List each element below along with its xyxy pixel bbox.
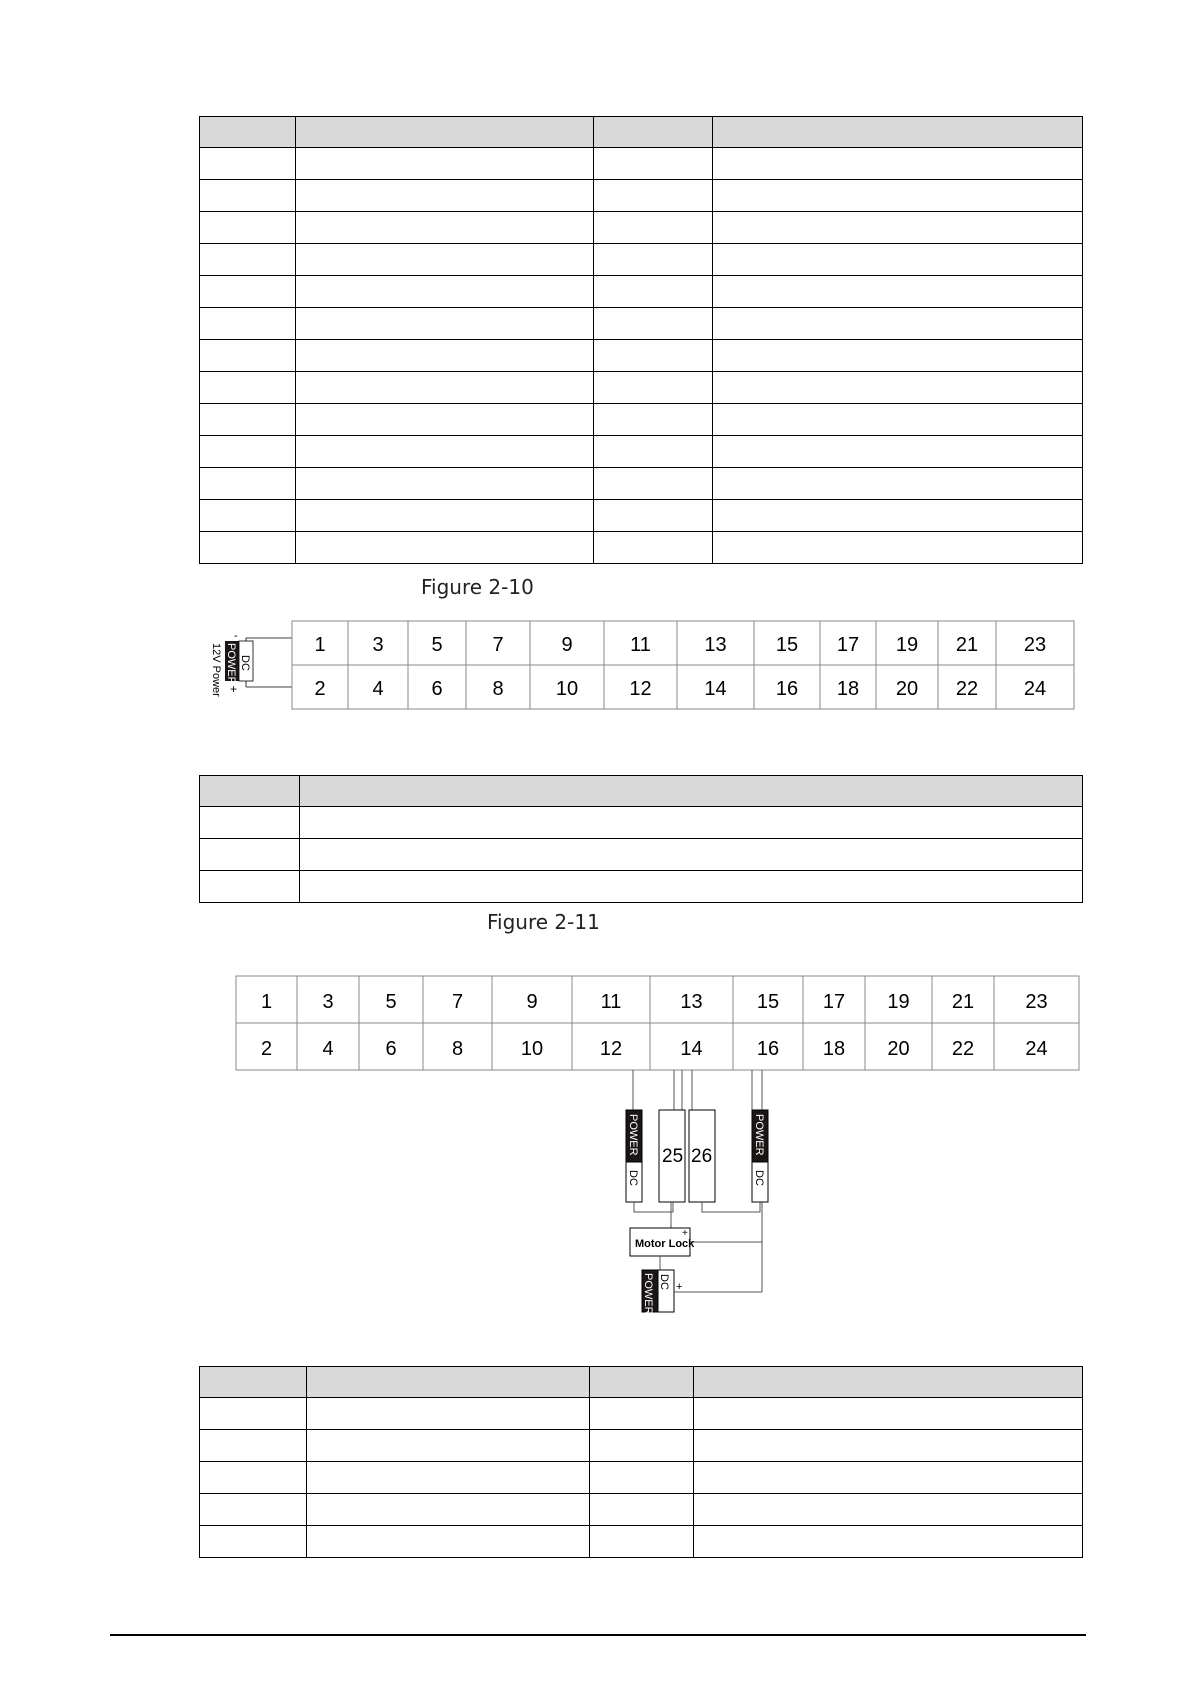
table-cell xyxy=(713,340,1083,372)
table-cell xyxy=(307,1494,590,1526)
terminal-number-bottom: 4 xyxy=(372,677,384,700)
table-cell xyxy=(200,276,296,308)
table-row xyxy=(200,148,1083,180)
terminal-number-bottom: 20 xyxy=(887,1037,910,1060)
footer-rule xyxy=(110,1634,1086,1636)
table-cell xyxy=(713,372,1083,404)
table-cell xyxy=(200,1398,307,1430)
terminal-number-top: 19 xyxy=(895,633,919,656)
table-cell xyxy=(200,532,296,564)
table-cell xyxy=(296,468,594,500)
table-cell xyxy=(590,1494,694,1526)
table-cell xyxy=(307,1462,590,1494)
table-row xyxy=(200,1430,1083,1462)
terminal-number-bottom: 6 xyxy=(385,1037,397,1060)
table-cell xyxy=(296,244,594,276)
table-1 xyxy=(199,116,1083,564)
table-cell xyxy=(200,1526,307,1558)
table-cell xyxy=(594,436,713,468)
terminal-number-bottom: 18 xyxy=(836,677,860,700)
table-cell xyxy=(200,404,296,436)
table-cell xyxy=(296,180,594,212)
table-cell xyxy=(713,276,1083,308)
table-cell xyxy=(713,148,1083,180)
table-cell xyxy=(594,532,713,564)
table-row xyxy=(200,308,1083,340)
terminal-number-bottom: 4 xyxy=(322,1037,334,1060)
terminal-number-top: 1 xyxy=(260,990,273,1013)
terminal-number-top: 21 xyxy=(951,990,975,1013)
dc-word: DC xyxy=(239,655,251,671)
terminal-grid-2-10 xyxy=(292,621,1074,709)
table-cell xyxy=(200,180,296,212)
table-cell xyxy=(594,404,713,436)
table-cell xyxy=(307,1526,590,1558)
terminal-number-top: 1 xyxy=(314,633,326,656)
table-cell xyxy=(296,276,594,308)
terminal-number-top: 15 xyxy=(756,990,780,1013)
table-cell xyxy=(594,180,713,212)
table-cell xyxy=(713,244,1083,276)
power-12v-block xyxy=(210,630,292,697)
power-12v-label: 12V Power xyxy=(210,643,222,697)
table-cell xyxy=(296,212,594,244)
terminal-number-top: 15 xyxy=(775,633,799,656)
table-cell xyxy=(200,372,296,404)
terminal-number-top: 3 xyxy=(372,633,384,656)
table-cell xyxy=(594,500,713,532)
terminal-number-bottom: 12 xyxy=(599,1037,623,1060)
table-cell xyxy=(713,500,1083,532)
table-cell xyxy=(594,148,713,180)
table-cell xyxy=(590,1398,694,1430)
table-row xyxy=(200,276,1083,308)
terminal-number-top: 17 xyxy=(836,633,860,656)
table-cell xyxy=(713,180,1083,212)
power-text-right: POWER xyxy=(753,1114,765,1156)
terminal-number-bottom: 16 xyxy=(775,677,799,700)
table-row xyxy=(200,244,1083,276)
table-cell xyxy=(300,871,1083,903)
terminal-number-bottom: 18 xyxy=(822,1037,846,1060)
table-header-row xyxy=(200,1367,1083,1398)
terminal-number-bottom: 24 xyxy=(1023,677,1047,700)
terminal-number-bottom: 24 xyxy=(1025,1037,1048,1060)
terminal-number-bottom: 10 xyxy=(555,677,579,700)
table-cell xyxy=(713,308,1083,340)
table-cell xyxy=(594,244,713,276)
terminal-number-bottom: 14 xyxy=(680,1037,703,1060)
table-cell xyxy=(713,532,1083,564)
figure-caption-2-11: Figure 2-11 xyxy=(487,910,600,934)
table-cell xyxy=(594,468,713,500)
terminal-number-top: 11 xyxy=(600,990,622,1013)
table-cell xyxy=(590,1526,694,1558)
terminal-number-top: 9 xyxy=(561,633,573,656)
terminal-number-top: 13 xyxy=(680,990,703,1013)
terminal-number-top: 17 xyxy=(822,990,846,1013)
table-row xyxy=(200,532,1083,564)
table-cell xyxy=(307,1430,590,1462)
table-row xyxy=(200,212,1083,244)
table-cell xyxy=(307,1398,590,1430)
reader-25-label: 25 xyxy=(662,1146,684,1167)
table-cell xyxy=(296,500,594,532)
table-cell xyxy=(296,532,594,564)
table-cell xyxy=(200,1462,307,1494)
table-header-row xyxy=(200,117,1083,148)
table-cell xyxy=(713,436,1083,468)
terminal-number-top: 5 xyxy=(385,990,397,1013)
terminal-grid-2-11 xyxy=(236,976,1079,1070)
table-row xyxy=(200,871,1083,903)
table-cell xyxy=(200,212,296,244)
table-row xyxy=(200,839,1083,871)
table-cell xyxy=(200,1494,307,1526)
terminal-number-bottom: 2 xyxy=(314,677,326,700)
terminal-number-bottom: 14 xyxy=(704,677,727,700)
table-cell xyxy=(300,807,1083,839)
terminal-number-top: 21 xyxy=(955,633,979,656)
table-row xyxy=(200,1462,1083,1494)
dc-text-right: DC xyxy=(753,1170,765,1186)
table-cell xyxy=(296,308,594,340)
dc-bottom-text: DC xyxy=(658,1274,670,1290)
terminal-number-top: 19 xyxy=(887,990,910,1013)
table-cell xyxy=(594,276,713,308)
table-cell xyxy=(594,340,713,372)
table-cell xyxy=(694,1494,1083,1526)
table-cell xyxy=(300,839,1083,871)
table-cell xyxy=(296,340,594,372)
terminal-number-bottom: 20 xyxy=(895,677,919,700)
table-cell xyxy=(590,1462,694,1494)
table-cell xyxy=(694,1526,1083,1558)
table-cell xyxy=(694,1398,1083,1430)
table-cell xyxy=(200,148,296,180)
power-bottom-text: POWER xyxy=(642,1273,654,1315)
motor-lock-label: Motor Lock xyxy=(635,1238,695,1250)
table-cell xyxy=(200,340,296,372)
table-header-row xyxy=(200,776,1083,807)
terminal-number-bottom: 2 xyxy=(260,1037,273,1060)
table-cell xyxy=(296,436,594,468)
table-cell xyxy=(594,212,713,244)
table-cell xyxy=(694,1462,1083,1494)
terminal-number-bottom: 8 xyxy=(451,1037,464,1060)
table-row xyxy=(200,404,1083,436)
terminal-number-bottom: 10 xyxy=(520,1037,544,1060)
table-cell xyxy=(296,372,594,404)
terminal-number-bottom: 8 xyxy=(492,677,504,700)
terminal-number-top: 13 xyxy=(704,633,727,656)
terminal-number-bottom: 22 xyxy=(955,677,979,700)
table-cell xyxy=(713,212,1083,244)
terminal-diagram-2-10 xyxy=(200,615,1080,717)
terminal-number-bottom: 6 xyxy=(431,677,443,700)
table-cell xyxy=(590,1430,694,1462)
table-cell xyxy=(200,468,296,500)
table-row xyxy=(200,340,1083,372)
power-plus: + xyxy=(230,682,238,696)
terminal-number-top: 11 xyxy=(630,633,651,656)
power-text-left: POWER xyxy=(627,1114,639,1156)
dc-text-left: DC xyxy=(627,1170,639,1186)
terminal-number-bottom: 16 xyxy=(756,1037,780,1060)
table-row xyxy=(200,1494,1083,1526)
reader-26-label: 26 xyxy=(691,1146,713,1167)
table-cell xyxy=(200,839,300,871)
terminal-number-top: 7 xyxy=(492,633,504,656)
table-cell xyxy=(694,1430,1083,1462)
motor-lock-plus: + xyxy=(682,1228,688,1239)
table-cell xyxy=(200,436,296,468)
power-minus: - xyxy=(234,630,238,642)
table-row xyxy=(200,436,1083,468)
table-cell xyxy=(200,1430,307,1462)
terminal-number-top: 3 xyxy=(322,990,334,1013)
table-3 xyxy=(199,1366,1083,1558)
table-cell xyxy=(296,404,594,436)
figure-caption-2-10: Figure 2-10 xyxy=(421,575,534,599)
table-cell xyxy=(200,500,296,532)
table-row xyxy=(200,180,1083,212)
table-cell xyxy=(713,468,1083,500)
table-row xyxy=(200,468,1083,500)
terminal-number-bottom: 12 xyxy=(629,677,652,700)
terminal-number-top: 23 xyxy=(1023,633,1047,656)
table-2 xyxy=(199,775,1083,903)
table-cell xyxy=(296,148,594,180)
table-row xyxy=(200,372,1083,404)
table-row xyxy=(200,807,1083,839)
table-cell xyxy=(200,308,296,340)
table-cell xyxy=(200,871,300,903)
terminal-number-top: 5 xyxy=(431,633,443,656)
terminal-number-top: 9 xyxy=(526,990,538,1013)
table-cell xyxy=(594,372,713,404)
table-row xyxy=(200,1398,1083,1430)
terminal-number-top: 7 xyxy=(451,990,464,1013)
table-row xyxy=(200,1526,1083,1558)
table-cell xyxy=(200,807,300,839)
terminal-diagram-2-11 xyxy=(230,970,1090,1320)
table-cell xyxy=(594,308,713,340)
table-cell xyxy=(200,244,296,276)
power-word: POWER xyxy=(225,643,237,685)
table-row xyxy=(200,500,1083,532)
terminal-number-top: 23 xyxy=(1025,990,1048,1013)
table-cell xyxy=(713,404,1083,436)
power-bottom-plus: + xyxy=(676,1281,683,1293)
terminal-number-bottom: 22 xyxy=(951,1037,975,1060)
